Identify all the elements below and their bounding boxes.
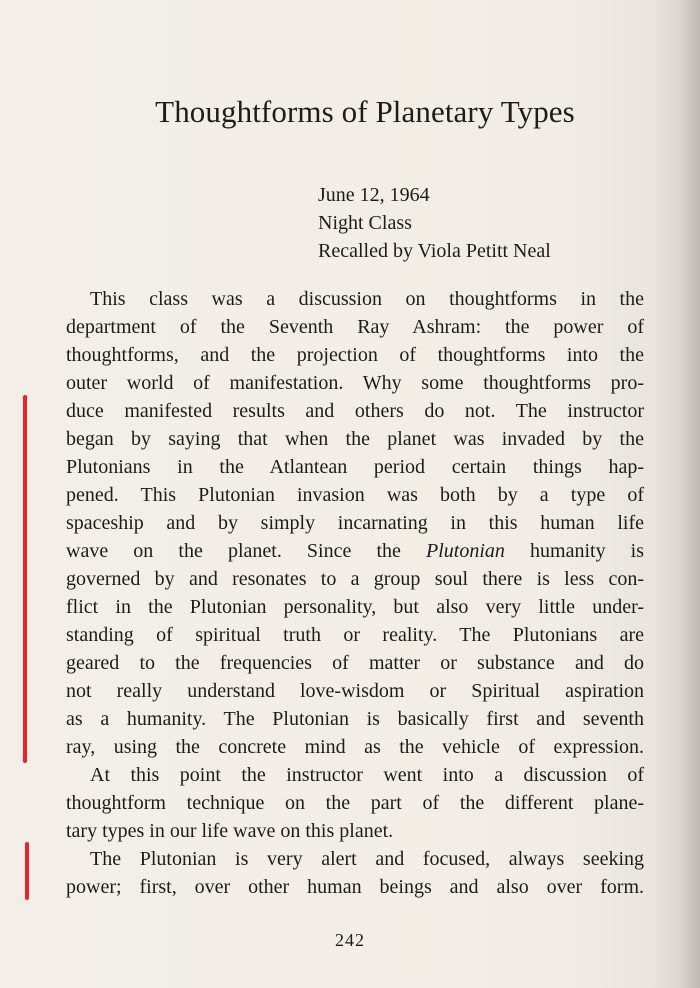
body-line: geared to the frequencies of matter or substance and do <box>66 652 644 674</box>
body-line: not really understand love-wisdom or Spiritual aspiration <box>66 680 644 702</box>
body-line: duce manifested results and others do not. The instructor <box>66 400 644 422</box>
body-line: thoughtforms, and the projection of thoughtforms into the <box>66 344 644 366</box>
italic-term: Plutonian <box>426 540 505 562</box>
page-number: 242 <box>335 930 365 950</box>
body-line: spaceship and by simply incarnating in this human life <box>66 512 644 534</box>
body-line: outer world of manifestation. Why some thoughtforms pro- <box>66 372 644 394</box>
body-line: This class was a discussion on thoughtforms in the <box>90 288 644 310</box>
page-edge-shadow <box>680 0 700 988</box>
body-line: flict in the Plutonian personality, but also very little under- <box>66 596 644 618</box>
body-line: ray, using the concrete mind as the vehicle of expression. <box>66 736 644 758</box>
chapter-title: Thoughtforms of Planetary Types <box>155 94 575 129</box>
body-line: tary types in our life wave on this planet. <box>66 820 394 842</box>
body-line-segment: humanity is <box>530 540 645 562</box>
body-line: power; first, over other human beings and also over form. <box>66 876 644 898</box>
body-line: thoughtform technique on the part of the different plane- <box>66 792 644 814</box>
meta-credit: Recalled by Viola Petitt Neal <box>318 240 551 262</box>
body-line-segment: wave on the planet. Since the <box>66 540 401 562</box>
body-line-italic <box>66 537 644 565</box>
body-line: The Plutonian is very alert and focused, always seeking <box>90 848 644 870</box>
body-line: as a humanity. The Plutonian is basically first and seventh <box>66 708 644 730</box>
chapter-meta <box>318 181 551 265</box>
body-line: At this point the instructor went into a discussion of <box>90 764 644 786</box>
margin-highlight-mark <box>25 842 29 900</box>
body-line: Plutonians in the Atlantean period certain things hap- <box>66 456 644 478</box>
body-line: governed by and resonates to a group soul there is less con- <box>66 568 644 590</box>
body-line: department of the Seventh Ray Ashram: the power of <box>66 316 644 338</box>
chapter-body <box>66 285 644 901</box>
meta-session: Night Class <box>318 212 412 234</box>
body-line: pened. This Plutonian invasion was both by a type of <box>66 484 644 506</box>
meta-date: June 12, 1964 <box>318 184 430 206</box>
margin-highlight-mark <box>23 395 27 763</box>
body-line: began by saying that when the planet was invaded by the <box>66 428 644 450</box>
body-line: standing of spiritual truth or reality. The Plutonians are <box>66 624 644 646</box>
